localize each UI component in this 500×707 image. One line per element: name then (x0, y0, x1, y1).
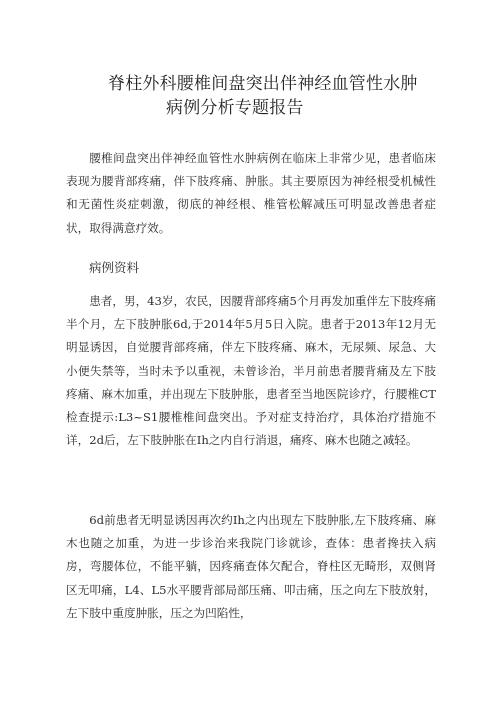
title-line-1: 脊柱外科腰椎间盘突出伴神经血管性水肿 (108, 74, 418, 94)
case-paragraph-1: 患者，男，43岁，农民，因腰背部疼痛5个月再发加重伴左下肢疼痛半个月，左下肢肿胀6d,于2014年5月5日入院。患者于2013年12月无明显诱因，自觉腰背部疼痛，伴左下肢疼痛、麻木，无尿频、尿急、大小便失禁等，当时未予以重视，未曾诊治，半月前患者腰背痛及左下肢疼痛、麻木加重，并出现左下肢肿胀，患者至当地医院诊疗，行腰椎CT检查提示:L3~S1腰椎椎间盘突出。予对症支持治疗，具体治疗措施不详，2d后，左下肢肿胀在Ih之内自行消退，痛疼、麻木也随之减轻。 (66, 294, 436, 448)
section-heading: 病例资料 (89, 260, 140, 275)
title-line-2: 病例分析专题报告 (166, 98, 304, 118)
intro-paragraph: 腰椎间盘突出伴神经血管性水肿病例在临床上非常少见，患者临床表现为腰背部疼痛，伴下肢疼痛、肿胀。其主要原因为神经根受机械性和无菌性炎症刺激，彻底的神经根、椎管松解减压可明显改善患者症状，取得满意疗效。 (66, 151, 436, 235)
case-paragraph-2: 6d前患者无明显诱因再次约Ih之内出现左下肢肿胀,左下肢疼痛、麻木也随之加重，为进一步诊治来我院门诊就诊，查体：患者搀扶入病房，弯腰体位，不能平躺，因疼痛查体欠配合，脊柱区无畸形，双侧肾区无叩痛，L4、L5水平腰背部局部压痛、叩击痛，压之向左下肢放射，左下肢中重度肿胀，压之为凹陷性， (66, 513, 436, 620)
document-title (108, 72, 448, 120)
